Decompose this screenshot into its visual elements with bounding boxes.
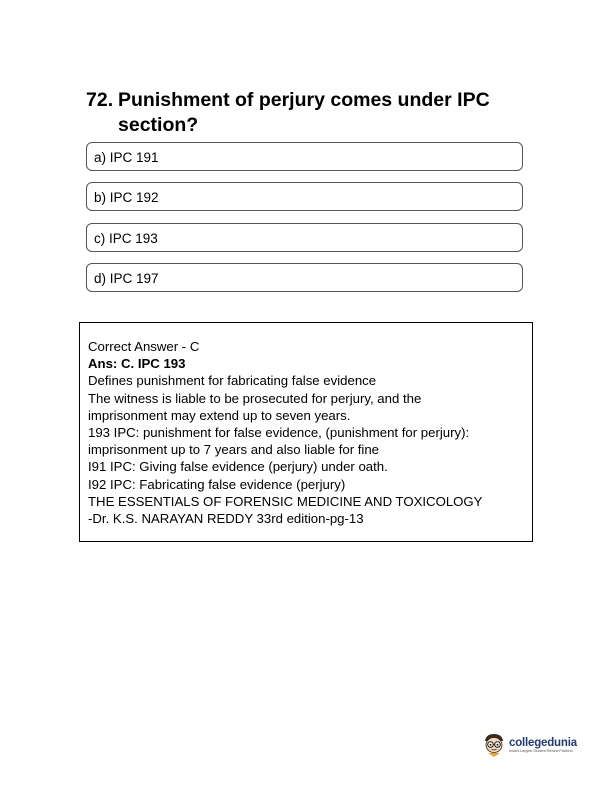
option-a-label: a) IPC 191 [94,150,159,165]
option-b-label: b) IPC 192 [94,190,159,205]
explanation-line: 193 IPC: punishment for false evidence, (punishment for perjury): [88,425,470,441]
mascot-icon [482,732,506,758]
answer-heading: Ans: C. IPC 193 [88,356,186,372]
option-b[interactable] [86,182,523,211]
reference-title: THE ESSENTIALS OF FORENSIC MEDICINE AND TOXICOLOGY [88,493,483,509]
option-d[interactable] [86,263,523,292]
explanation-line: Defines punishment for fabricating false evidence [88,373,377,389]
option-a[interactable] [86,142,523,171]
collegedunia-logo [482,732,586,758]
option-c-label: c) IPC 193 [94,231,158,246]
reference-author: -Dr. K.S. NARAYAN REDDY 33rd edition-pg-13 [88,511,364,527]
logo-brand: collegedunia [509,736,577,749]
question-number: 72. [86,89,114,111]
explanation-line: I92 IPC: Fabricating false evidence (perjury) [88,476,346,492]
explanation-line: The witness is liable to be prosecuted for perjury, and the [88,390,422,406]
logo-text [509,737,577,754]
correct-answer-label: Correct Answer - C [88,339,200,354]
explanation-line: imprisonment may extend up to seven years. [88,407,351,423]
option-d-label: d) IPC 197 [94,271,159,286]
explanation-line: I91 IPC: Giving false evidence (perjury) under oath. [88,459,388,475]
option-c[interactable] [86,223,523,252]
question-heading [86,88,526,138]
question-text: Punishment of perjury comes under IPC section? [118,89,490,136]
explanation-line: imprisonment up to 7 years and also liable for fine [88,442,380,458]
logo-tagline: India's Largest Student Review Platform [509,748,573,753]
answer-box [79,322,533,542]
